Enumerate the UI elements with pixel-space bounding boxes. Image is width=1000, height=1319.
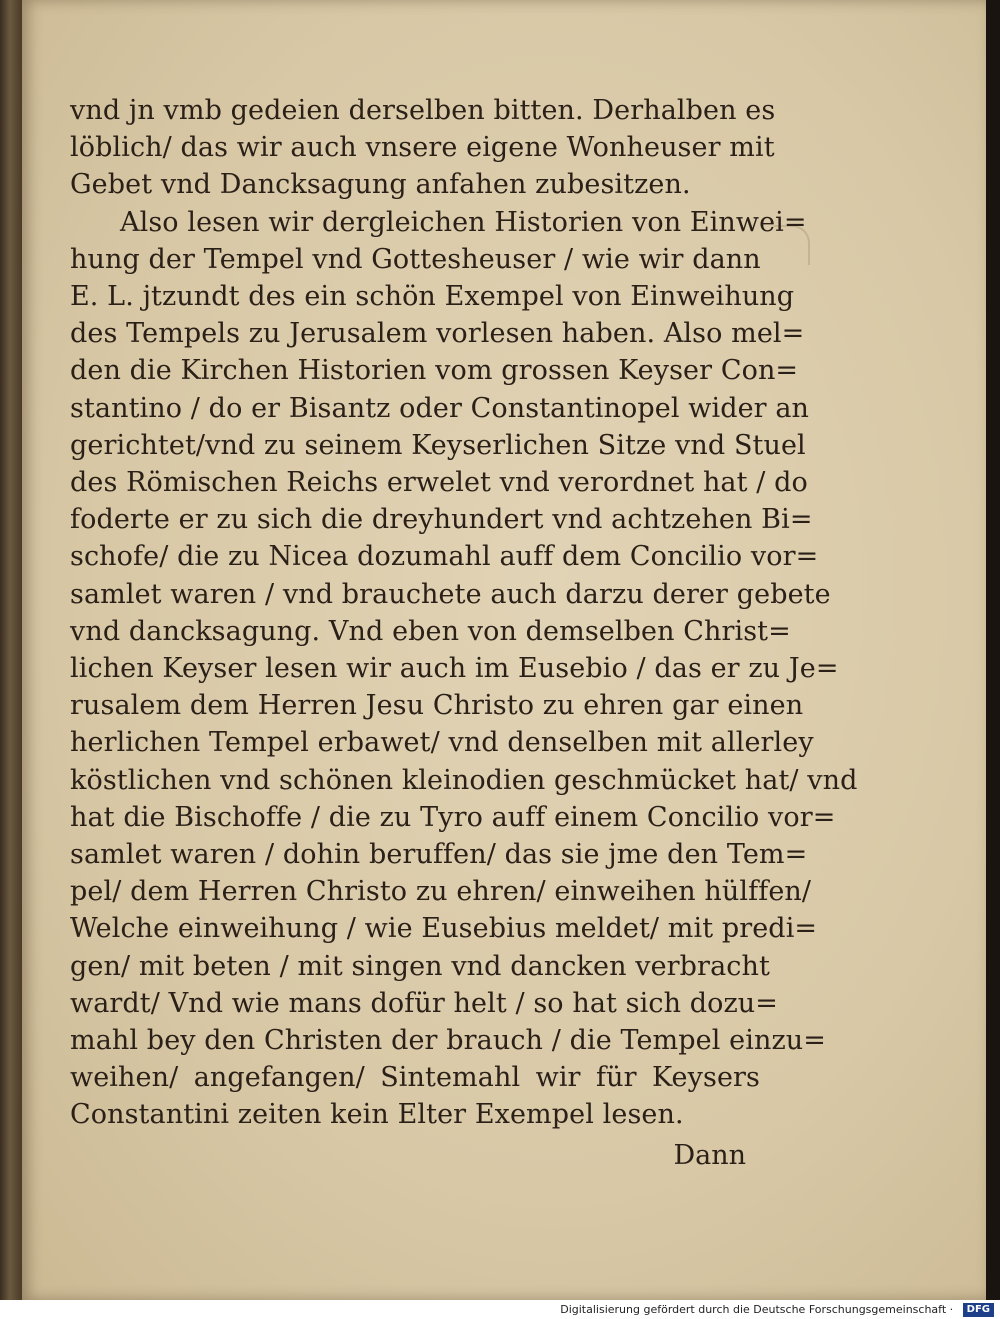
text-line: Constantini zeiten kein Elter Exempel lesen. <box>70 1099 684 1131</box>
text-line: foderte er zu sich die dreyhundert vnd achtzehen Bi= <box>70 504 813 536</box>
text-line: weihen/ angefangen/ Sintemahl wir für Keysers <box>70 1062 760 1094</box>
text-line: den die Kirchen Historien vom grossen Keyser Con= <box>70 355 799 387</box>
text-line: E. L. jtzundt des ein schön Exempel von Einweihung <box>70 281 795 313</box>
catchword: Dann <box>673 1140 746 1171</box>
text-line: samlet waren / vnd brauchete auch darzu derer gebete <box>70 578 831 610</box>
text-line: gerichtet/vnd zu seinem Keyserlichen Sitze vnd Stuel <box>70 429 806 461</box>
book-page <box>22 0 986 1300</box>
text-line: köstlichen vnd schönen kleinodien geschmücket hat/ vnd <box>70 764 858 796</box>
page-text <box>70 92 858 1134</box>
text-line: Welche einweihung / wie Eusebius meldet/ mit predi= <box>70 913 818 945</box>
text-line: vnd jn vmb gedeien derselben bitten. Derhalben es <box>70 95 776 126</box>
dfg-logo: DFG <box>963 1303 994 1317</box>
text-line: hat die Bischoffe / die zu Tyro auff einem Concilio vor= <box>70 801 836 833</box>
text-line: stantino / do er Bisantz oder Constantinopel wider an <box>70 392 810 424</box>
book-spine <box>0 0 22 1300</box>
text-line: löblich/ das wir auch vnsere eigene Wonheuser mit <box>70 132 775 164</box>
text-line: des Römischen Reichs erwelet vnd verordnet hat / do <box>70 467 808 499</box>
text-line: hung der Tempel vnd Gottesheuser / wie wir dann <box>70 243 761 275</box>
text-line: rusalem dem Herren Jesu Christo zu ehren gar einen <box>70 690 804 722</box>
footer-credit: Digitalisierung gefördert durch die Deutsche Forschungsgemeinschaft · <box>560 1303 954 1316</box>
digitization-footer <box>0 1300 1000 1319</box>
text-line: gen/ mit beten / mit singen vnd dancken verbracht <box>70 950 770 982</box>
text-line: pel/ dem Herren Christo zu ehren/ einweihen hülffen/ <box>70 876 812 908</box>
text-line: wardt/ Vnd wie mans dofür helt / so hat sich dozu= <box>70 987 779 1019</box>
text-line: herlichen Tempel erbawet/ vnd denselben mit allerley <box>70 727 814 759</box>
text-line: Also lesen wir dergleichen Historien von Einwei= <box>120 206 807 238</box>
text-line: samlet waren / dohin beruffen/ das sie jme den Tem= <box>70 839 808 871</box>
text-line: vnd dancksagung. Vnd eben von demselben Christ= <box>70 615 791 647</box>
text-line: lichen Keyser lesen wir auch im Eusebio / das er zu Je= <box>70 653 839 685</box>
text-line: Gebet vnd Dancksagung anfahen zubesitzen. <box>70 169 691 201</box>
text-line: des Tempels zu Jerusalem vorlesen haben. Also mel= <box>70 318 805 350</box>
text-line: mahl bey den Christen der brauch / die Tempel einzu= <box>70 1025 826 1057</box>
text-line: schofe/ die zu Nicea dozumahl auff dem Concilio vor= <box>70 541 819 573</box>
